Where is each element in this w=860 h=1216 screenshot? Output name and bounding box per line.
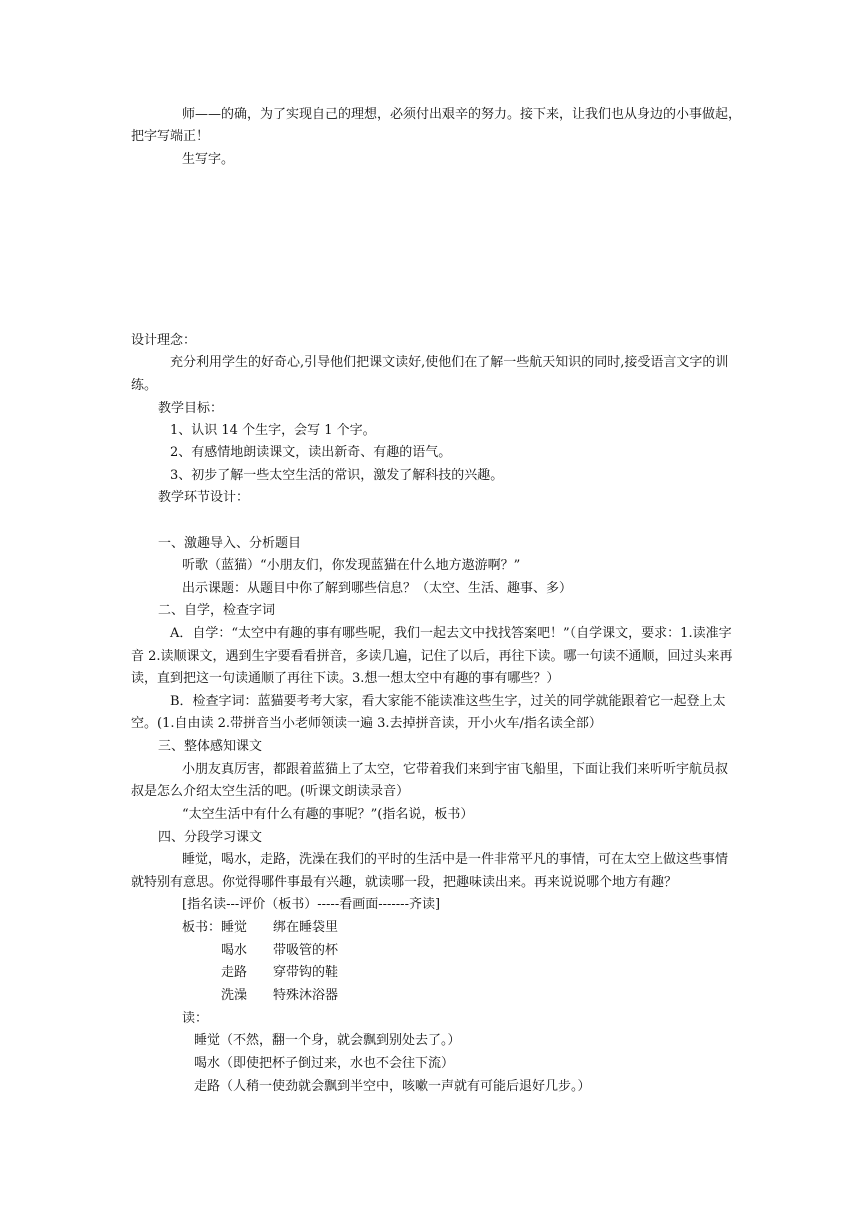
- goal-item: 3、初步了解一些太空生活的常识，激发了解科技的兴趣。: [170, 468, 504, 483]
- section-2-b-line-2: 空。(1.自由读 2.带拼音当小老师领读一遍 3.去掉拼音读，开小火车/指名读全部）: [131, 716, 602, 731]
- section-4-line-1: 睡觉，喝水，走路，洗澡在我们的平时的生活中是一件非常平凡的事情，可在太空上做这些事情: [182, 852, 729, 867]
- board-activity: 洗澡: [221, 988, 248, 1003]
- section-1-line-2: 出示课题：从题目中你了解到哪些信息？（太空、生活、趣事、多）: [182, 581, 573, 596]
- board-method: 绑在睡袋里: [273, 920, 339, 935]
- section-2-a-line-2: 音 2.读顺课文，遇到生字要看看拼音，多读几遍，记住了以后，再往下读。哪一句读不通顺，回过头来再: [131, 649, 733, 664]
- read-item: 走路（人稍一使劲就会飘到半空中，咳嗽一声就有可能后退好几步。）: [194, 1079, 591, 1094]
- board-row: [221, 987, 338, 1005]
- goals-heading: 教学目标：: [158, 401, 224, 416]
- board-activity: 走路: [221, 965, 248, 980]
- board-row: [221, 942, 338, 960]
- section-2-a-line-3: 读，直到把这一句读通顺了再往下读。3.想一想太空中有趣的事有哪些？）: [131, 671, 560, 686]
- board-method: 带吸管的杯: [273, 943, 339, 958]
- section-2-a-line-1: A．自学：“太空中有趣的事有哪些呢，我们一起去文中找找答案吧！”（自学课文，要求：1.读准字: [170, 626, 732, 641]
- section-3-line-1: 小朋友真厉害，都跟着蓝猫上了太空，它带着我们来到宇宙飞船里，下面让我们来听听宇航员叔: [182, 762, 729, 777]
- design-text-line-2: 练。: [131, 378, 158, 393]
- read-item: 喝水（即使把杯子倒过来，水也不会往下流）: [194, 1056, 455, 1071]
- section-1-line-1: 听歌（蓝猫）“小朋友们，你发现蓝猫在什么地方遨游啊？”: [182, 558, 521, 573]
- intro-paragraph-1: 师——的确，为了实现自己的理想，必须付出艰辛的努力。接下来，让我们也从身边的小事做起，: [182, 107, 742, 122]
- steps-heading: 教学环节设计：: [158, 490, 250, 505]
- read-label: 读：: [182, 1011, 209, 1026]
- board-activity: 睡觉: [221, 920, 248, 935]
- board-activity: 喝水: [221, 943, 248, 958]
- section-3-line-3: “太空生活中有什么有趣的事呢？”(指名说，板书）: [182, 807, 474, 822]
- section-2-b-line-1: B．检查字词：蓝猫要考考大家，看大家能不能读准这些生字，过关的同学就能跟着它一起登上太: [170, 694, 726, 709]
- section-3-line-2: 叔是怎么介绍太空生活的吧。(听课文朗读录音）: [131, 784, 410, 799]
- section-4-line-3: [指名读---评价（板书）-----看画面-------齐读]: [182, 897, 441, 912]
- intro-paragraph-2: 生写字。: [182, 152, 235, 167]
- read-item: 睡觉（不然，翻一个身，就会飘到别处去了。）: [194, 1033, 461, 1048]
- section-2-title: 二、自学，检查字词: [158, 603, 276, 618]
- section-1-title: 一、激趣导入、分析题目: [158, 536, 302, 551]
- section-4-line-2: 就特别有意思。你觉得哪件事最有兴趣，就读哪一段，把趣味读出来。再来说说哪个地方有趣？: [131, 875, 678, 890]
- section-3-title: 三、整体感知课文: [158, 739, 263, 754]
- board-row: [221, 964, 338, 982]
- board-method: 特殊沐浴器: [273, 988, 339, 1003]
- section-4-title: 四、分段学习课文: [158, 830, 263, 845]
- goal-item: 1、认识 14 个生字，会写 1 个字。: [170, 423, 376, 438]
- design-text-line-1: 充分利用学生的好奇心,引导他们把课文读好,使他们在了解一些航天知识的同时,接受语言文字的训: [170, 355, 729, 370]
- board-label: 板书：: [182, 920, 222, 935]
- design-heading: 设计理念：: [131, 333, 197, 348]
- goal-item: 2、有感情地朗读课文，读出新奇、有趣的语气。: [170, 445, 452, 460]
- board-method: 穿带钩的鞋: [273, 965, 339, 980]
- board-row: [182, 919, 338, 937]
- intro-paragraph-1-cont: 把字写端正！: [131, 129, 210, 144]
